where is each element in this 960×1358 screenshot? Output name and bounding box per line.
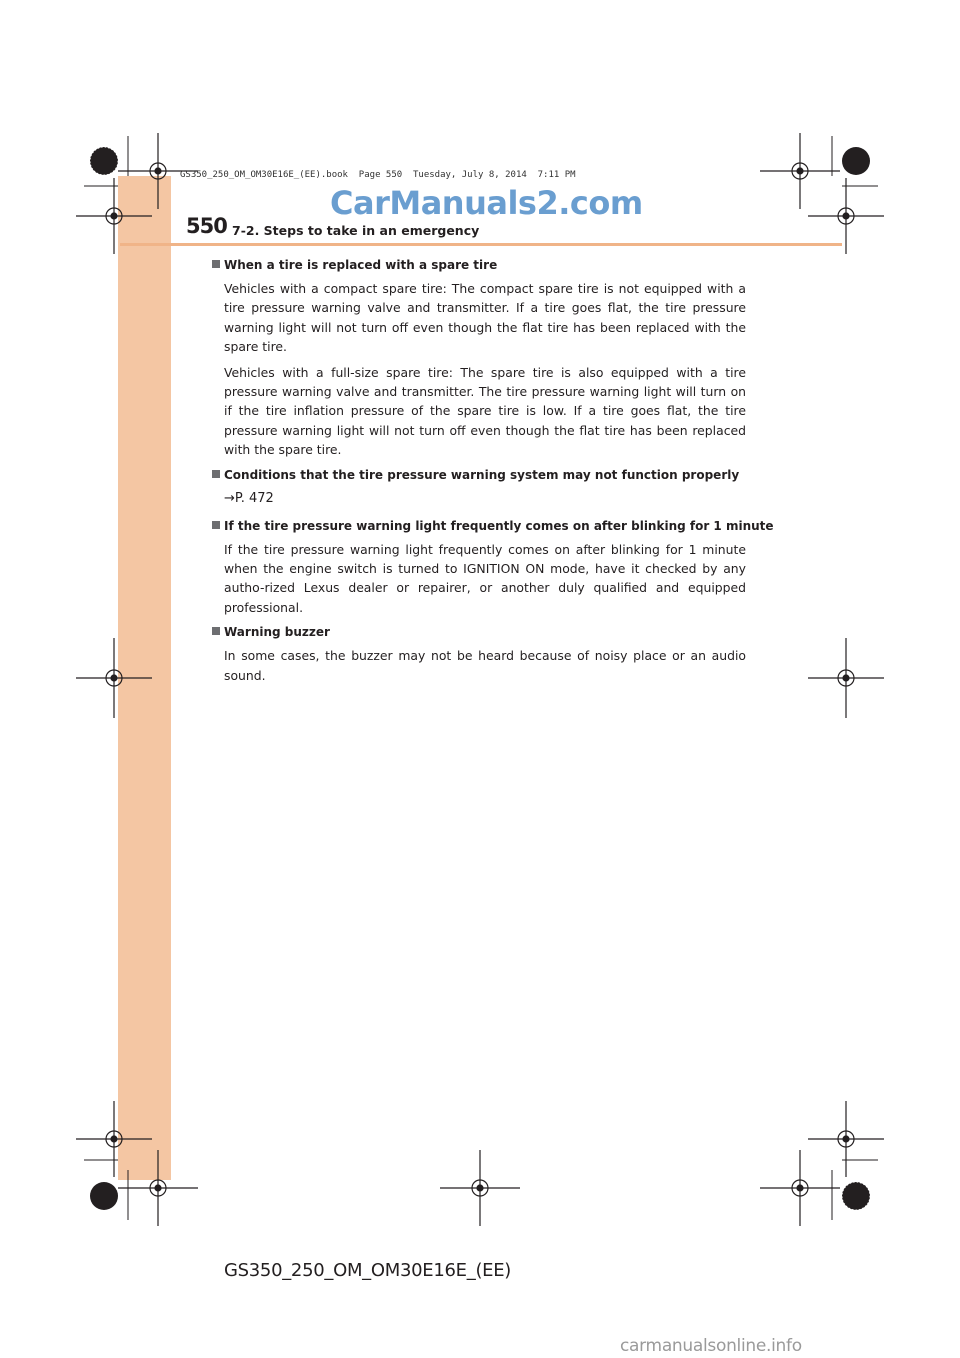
entry-spare-tire	[212, 256, 746, 460]
paragraph: If the tire pressure warning light frequently comes on after blinking for 1 minute when the engine switch is turned to IGNITION ON mode, have it checked by any autho-rized Lexus dealer or repairer, or another duly qualified and equipped professional.	[224, 541, 746, 615]
entry-warning-buzzer	[212, 623, 746, 685]
page-content	[212, 256, 774, 691]
model-code-footer: GS350_250_OM_OM30E16E_(EE)	[224, 1260, 512, 1281]
entry-warning-light	[212, 517, 774, 618]
entry-heading	[212, 466, 746, 485]
paragraph: In some cases, the buzzer may not be heard because of noisy place or an audio sound.	[224, 648, 746, 683]
watermark: CarManuals2.com	[330, 184, 643, 222]
entry-heading	[212, 623, 746, 642]
square-bullet-icon	[212, 470, 220, 478]
entry-heading-text: Warning buzzer	[224, 625, 330, 640]
entry-conditions	[212, 466, 746, 509]
page-reference: →P. 472	[224, 490, 274, 506]
square-bullet-icon	[212, 521, 220, 529]
entry-heading	[212, 517, 774, 536]
entry-heading-text: When a tire is replaced with a spare tire	[224, 258, 498, 272]
entry-heading-text: If the tire pressure warning light frequently comes on after blinking for 1 minute	[224, 518, 774, 533]
page-number: 550	[186, 214, 227, 238]
entry-heading	[212, 256, 746, 275]
section-title: 7-2. Steps to take in an emergency	[232, 223, 480, 238]
paragraph: Vehicles with a full-size spare tire: The spare tire is also equipped with a tire pressure warning valve and transmitter. The tire pressure warning light will turn on if the tire inflation pressure of the spare tire is low. If a tire goes flat, the tire pressure warning light will not turn off even though the flat tire has been replaced with the spare tire.	[224, 364, 746, 458]
square-bullet-icon	[212, 627, 220, 635]
site-footer: carmanualsonline.info	[620, 1336, 802, 1356]
book-info-line: GS350_250_OM_OM30E16E_(EE).book Page 550 Tuesday, July 8, 2014 7:11 PM	[180, 170, 576, 180]
entry-heading-text: Conditions that the tire pressure warning system may not function properly	[224, 467, 740, 482]
paragraph: Vehicles with a compact spare tire: The compact spare tire is not equipped with a tire pressure warning valve and transmitter. If a tire goes flat, the tire pressure warning light will not turn off even though the flat tire has been replaced with the spare tire.	[224, 281, 746, 355]
square-bullet-icon	[212, 260, 220, 268]
header-rule	[120, 243, 842, 246]
